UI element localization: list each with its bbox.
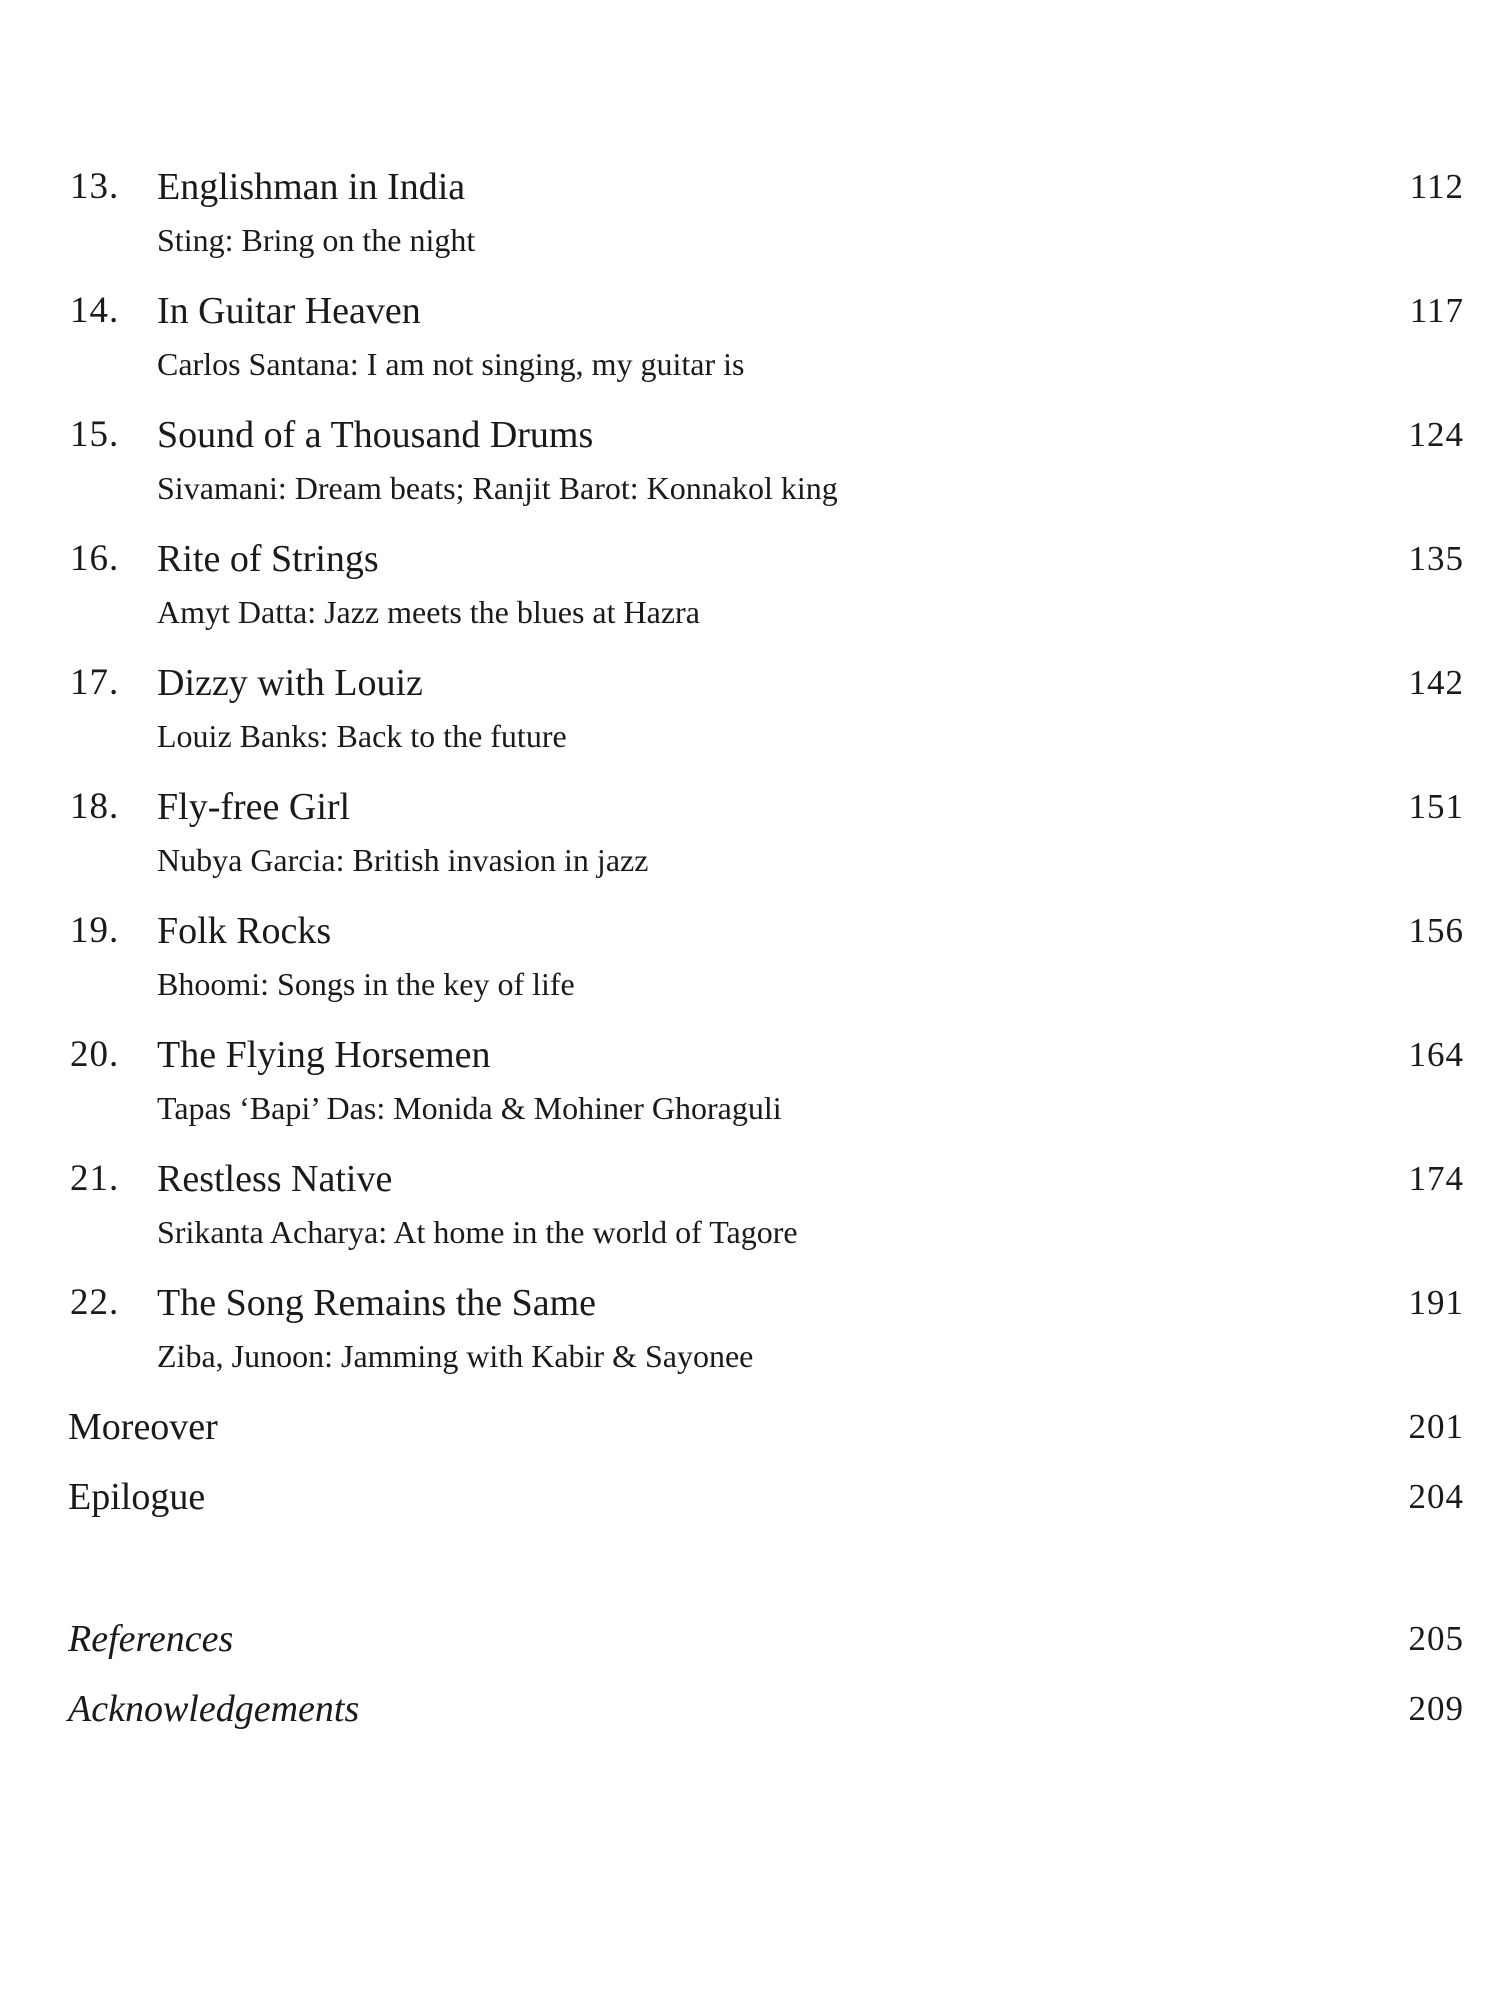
toc-chapter-entry <box>0 782 1500 906</box>
section-title: Moreover <box>68 1406 218 1448</box>
chapter-number: 20. <box>70 1034 120 1075</box>
toc-chapter-entry <box>0 1030 1500 1154</box>
page-number: 174 <box>1408 1159 1464 1198</box>
section-title: Acknowledgements <box>68 1688 360 1730</box>
chapter-subtitle: Amyt Datta: Jazz meets the blues at Hazra <box>157 594 700 630</box>
toc-chapter-entry <box>0 534 1500 658</box>
page-number: 112 <box>1409 167 1464 206</box>
toc-back-matter-entry <box>0 1472 1500 1542</box>
chapter-title: Fly-free Girl <box>157 786 351 828</box>
chapter-title: The Flying Horsemen <box>157 1034 491 1076</box>
toc-appendix-entry <box>0 1684 1500 1754</box>
chapter-subtitle: Sting: Bring on the night <box>157 222 476 258</box>
chapter-number: 15. <box>70 414 120 455</box>
chapter-subtitle: Ziba, Junoon: Jamming with Kabir & Sayonee <box>157 1338 754 1374</box>
toc-chapter-entry <box>0 286 1500 410</box>
page-number: 204 <box>1408 1477 1464 1516</box>
page-number: 205 <box>1408 1619 1464 1658</box>
chapter-subtitle: Bhoomi: Songs in the key of life <box>157 966 575 1002</box>
chapter-title: The Song Remains the Same <box>157 1282 597 1324</box>
toc-appendix-entry <box>0 1614 1500 1684</box>
chapter-number: 22. <box>70 1282 120 1323</box>
page-number: 209 <box>1408 1689 1464 1728</box>
toc-back-matter-entry <box>0 1402 1500 1472</box>
chapter-title: Sound of a Thousand Drums <box>157 414 594 456</box>
toc-chapter-entry <box>0 906 1500 1030</box>
section-spacer <box>0 1542 1500 1614</box>
chapter-number: 14. <box>70 290 120 331</box>
chapter-title: Englishman in India <box>157 166 466 208</box>
chapter-subtitle: Carlos Santana: I am not singing, my guitar is <box>157 346 745 382</box>
chapter-title: Restless Native <box>157 1158 393 1200</box>
page-number: 117 <box>1409 291 1464 330</box>
chapter-subtitle: Tapas ‘Bapi’ Das: Monida & Mohiner Ghoraguli <box>157 1090 782 1126</box>
page-number: 151 <box>1408 787 1464 826</box>
page-number: 191 <box>1408 1283 1464 1322</box>
toc-chapter-entry <box>0 410 1500 534</box>
chapter-title: Dizzy with Louiz <box>157 662 423 704</box>
chapter-number: 16. <box>70 538 120 579</box>
toc-chapter-entry <box>0 1154 1500 1278</box>
toc-chapter-entry <box>0 162 1500 286</box>
chapter-number: 17. <box>70 662 120 703</box>
chapter-title: Rite of Strings <box>157 538 379 580</box>
chapter-number: 21. <box>70 1158 120 1199</box>
chapter-title: In Guitar Heaven <box>157 290 421 332</box>
toc-chapter-entry <box>0 1278 1500 1402</box>
chapter-subtitle: Sivamani: Dream beats; Ranjit Barot: Konnakol king <box>157 470 838 506</box>
page-number: 156 <box>1408 911 1464 950</box>
section-title: Epilogue <box>68 1476 206 1518</box>
chapter-number: 18. <box>70 786 120 827</box>
page-number: 142 <box>1408 663 1464 702</box>
page-number: 135 <box>1408 539 1464 578</box>
toc-chapter-entry <box>0 658 1500 782</box>
chapter-subtitle: Louiz Banks: Back to the future <box>157 718 567 754</box>
table-of-contents <box>0 162 1500 1754</box>
chapter-subtitle: Nubya Garcia: British invasion in jazz <box>157 842 649 878</box>
chapter-number: 13. <box>70 166 120 207</box>
page-number: 201 <box>1408 1407 1464 1446</box>
chapter-title: Folk Rocks <box>157 910 332 952</box>
page-number: 164 <box>1408 1035 1464 1074</box>
chapter-number: 19. <box>70 910 120 951</box>
section-title: References <box>68 1618 234 1660</box>
page-number: 124 <box>1408 415 1464 454</box>
chapter-subtitle: Srikanta Acharya: At home in the world of Tagore <box>157 1214 798 1250</box>
